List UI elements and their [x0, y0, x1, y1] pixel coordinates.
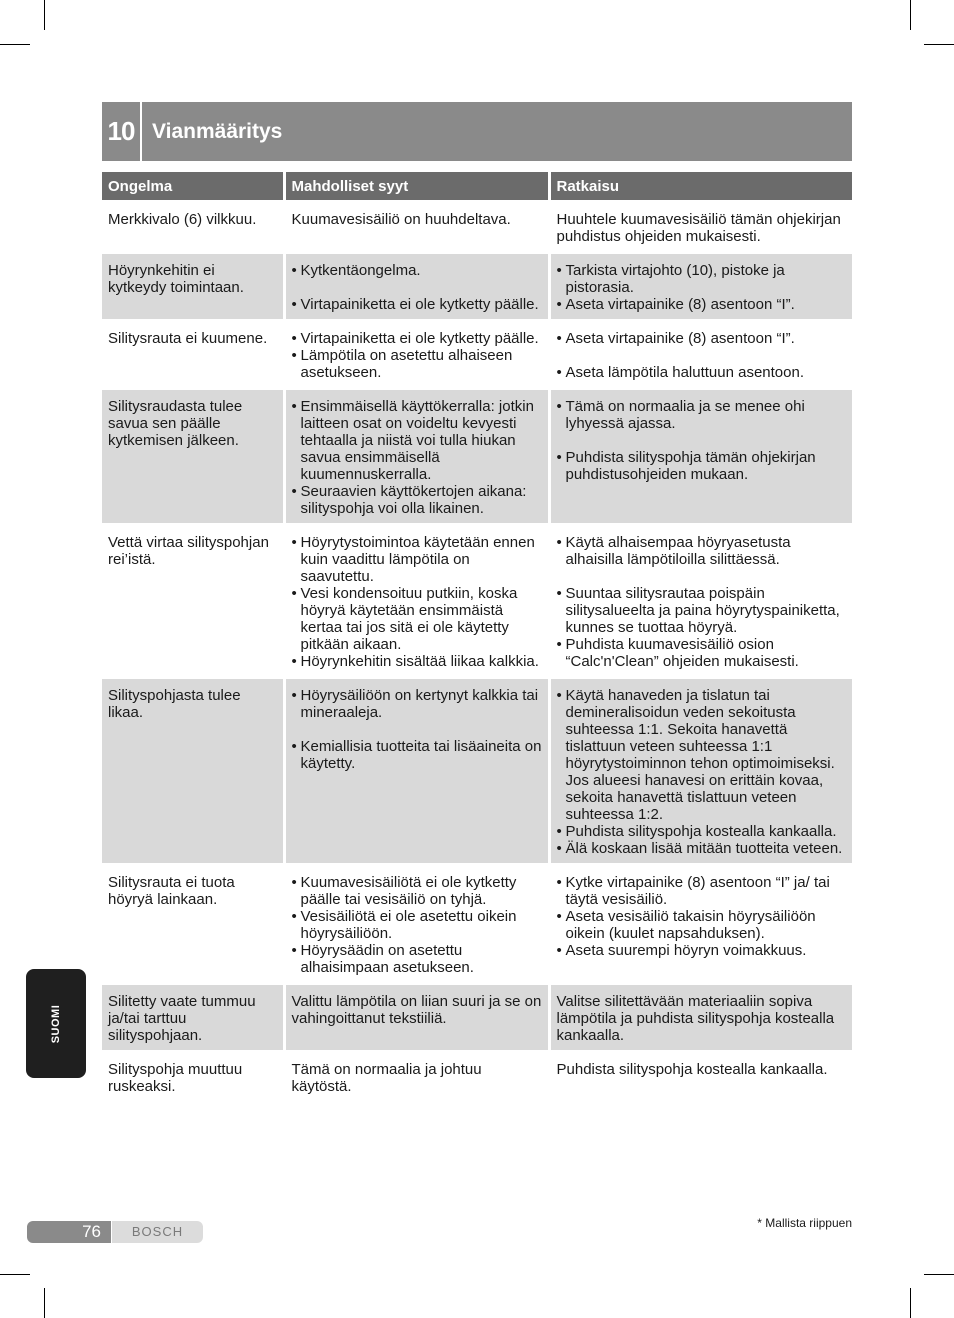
solution-text: Puhdista silityspohja kostealla kankaalla. [556, 1061, 828, 1078]
causes-cell [284, 985, 549, 1050]
cause-item: • Lämpötila on asetettu alhaiseen asetukseen. [292, 347, 542, 381]
solution-cell [549, 254, 852, 319]
solution-cell [549, 390, 852, 523]
cause-item: • Virtapainiketta ei ole kytketty päälle. [292, 296, 542, 313]
solution-cell [549, 985, 852, 1050]
solution-cell [549, 679, 852, 863]
section-header [102, 102, 852, 161]
problem-cell: Silityspohjasta tulee likaa. [102, 679, 284, 863]
header-causes: Mahdolliset syyt [284, 172, 549, 200]
problem-cell: Silitysrauta ei kuumene. [102, 322, 284, 387]
section-number: 10 [102, 102, 142, 161]
solution-item: • Puhdista kuumavesisäiliö osion “Calc'n'Clean” ohjeiden mukaisesti. [557, 636, 847, 670]
cause-item: • Höyrysäädin on asetettu alhaisimpaan asetukseen. [292, 942, 542, 976]
causes-cell [284, 203, 549, 251]
causes-cell [284, 1053, 549, 1101]
solution-cell [549, 526, 852, 676]
crop-mark [44, 1288, 45, 1318]
table-row [102, 322, 852, 387]
cause-item: • Vesi kondensoituu putkiin, koska höyryä käytetään ensimmäistä kertaa tai jos sitä ei ole käytetty pitkään aikaan. [292, 585, 542, 653]
solution-item: • Älä koskaan lisää mitään tuotteita veteen. [557, 840, 847, 857]
page-number: 76 [27, 1221, 111, 1243]
cause-item: • Kuumavesisäiliötä ei ole kytketty päälle tai vesisäiliö on tyhjä. [292, 874, 542, 908]
solution-item: • Aseta virtapainike (8) asentoon “I”. [557, 296, 847, 313]
causes-cell [284, 526, 549, 676]
cause-item: • Höyrytystoimintoa käytetään ennen kuin vaadittu lämpötila on saavutettu. [292, 534, 542, 585]
language-label: SUOMI [50, 1004, 62, 1044]
solution-item: • Käytä alhaisempaa höyryasetusta alhaisilla lämpötiloilla silittäessä. [557, 534, 847, 568]
problem-cell: Silitetty vaate tummuu ja/tai tarttuu silityspohjaan. [102, 985, 284, 1050]
problem-cell: Merkkivalo (6) vilkkuu. [102, 203, 284, 251]
table-row [102, 526, 852, 676]
solution-cell [549, 1053, 852, 1101]
solution-item: • Aseta vesisäiliö takaisin höyrysäiliöön oikein (kuulet napsahduksen). [557, 908, 847, 942]
cause-item: • Ensimmäisellä käyttökerralla: jotkin laitteen osat on voideltu kevyesti tehtaalla ja niistä voi tulla hiukan savua ensimmäisellä kuumennuskerralla. [292, 398, 542, 483]
solution-item: • Aseta suurempi höyryn voimakkuus. [557, 942, 847, 959]
table-row [102, 679, 852, 863]
solution-cell [549, 866, 852, 982]
causes-cell [284, 390, 549, 523]
solution-text: Valitse silitettävään materiaaliin sopiva lämpötila ja puhdista silityspohja kostealla kankaalla. [556, 993, 835, 1044]
solution-text: Huuhtele kuumavesisäiliö tämän ohjekirjan puhdistus ohjeiden mukaisesti. [556, 211, 841, 245]
solution-item: • Aseta lämpötila haluttuun asentoon. [557, 364, 847, 381]
section-title: Vianmääritys [152, 119, 283, 143]
solution-item: • Aseta virtapainike (8) asentoon “I”. [557, 330, 847, 347]
crop-mark [44, 0, 45, 30]
cause-text: Tämä on normaalia ja johtuu käytöstä. [291, 1061, 482, 1095]
crop-mark [0, 44, 30, 45]
solution-item: • Puhdista silityspohja tämän ohjekirjan puhdistusohjeiden mukaan. [557, 449, 847, 483]
cause-item: • Höyrynkehitin sisältää liikaa kalkkia. [292, 653, 542, 670]
cause-item: • Virtapainiketta ei ole kytketty päälle. [292, 330, 542, 347]
solution-item: • Käytä hanaveden ja tislatun tai demineralisoidun veden sekoitusta suhteessa 1:1. Sekoita hanavettä tislattuun veteen suhteessa 1:1 höyrytystoiminnon tehon optimoimiseksi. Jos alueesi hanavesi on erittäin kovaa, sekoita hanavettä tislattuun veteen suhteessa 1:2. [557, 687, 847, 823]
crop-mark [910, 0, 911, 30]
crop-mark [910, 1288, 911, 1318]
table-row [102, 866, 852, 982]
header-problem: Ongelma [102, 172, 284, 200]
causes-cell [284, 679, 549, 863]
cause-text: Valittu lämpötila on liian suuri ja se on vahingoittanut tekstiiliä. [291, 993, 542, 1027]
cause-text: Kuumavesisäiliö on huuhdeltava. [291, 211, 511, 228]
problem-cell: Silitysrauta ei tuota höyryä lainkaan. [102, 866, 284, 982]
cause-item: • Seuraavien käyttökertojen aikana: silityspohja voi olla likainen. [292, 483, 542, 517]
crop-mark [924, 1274, 954, 1275]
cause-item: • Kemiallisia tuotteita tai lisäaineita on käytetty. [292, 738, 542, 772]
problem-cell: Silitysraudasta tulee savua sen päälle kytkemisen jälkeen. [102, 390, 284, 523]
solution-cell [549, 203, 852, 251]
language-tab [26, 969, 86, 1078]
problem-cell: Silityspohja muuttuu ruskeaksi. [102, 1053, 284, 1101]
table-header-row [102, 172, 852, 200]
solution-item: • Tarkista virtajohto (10), pistoke ja pistorasia. [557, 262, 847, 296]
causes-cell [284, 322, 549, 387]
header-solution: Ratkaisu [549, 172, 852, 200]
cause-item: • Höyrysäiliöön on kertynyt kalkkia tai mineraaleja. [292, 687, 542, 721]
solution-cell [549, 322, 852, 387]
table-row [102, 254, 852, 319]
cause-item: • Vesisäiliötä ei ole asetettu oikein höyrysäiliöön. [292, 908, 542, 942]
brand-label: BOSCH [112, 1221, 203, 1243]
causes-cell [284, 254, 549, 319]
table-row [102, 390, 852, 523]
problem-cell: Vettä virtaa silityspohjan rei’istä. [102, 526, 284, 676]
table-row [102, 1053, 852, 1101]
causes-cell [284, 866, 549, 982]
solution-item: • Tämä on normaalia ja se menee ohi lyhyessä ajassa. [557, 398, 847, 432]
crop-mark [0, 1274, 30, 1275]
solution-item: • Kytke virtapainike (8) asentoon “I” ja/ tai täytä vesisäiliö. [557, 874, 847, 908]
cause-item: • Kytkentäongelma. [292, 262, 542, 279]
problem-cell: Höyrynkehitin ei kytkeydy toimintaan. [102, 254, 284, 319]
solution-item: • Puhdista silityspohja kostealla kankaalla. [557, 823, 847, 840]
table-row [102, 203, 852, 251]
solution-item: • Suuntaa silitysrautaa poispäin silitysalueelta ja paina höyrytyspainiketta, kunnes se tuottaa höyryä. [557, 585, 847, 636]
footnote: * Mallista riippuen [757, 1216, 852, 1230]
troubleshooting-table [102, 172, 852, 1101]
crop-mark [924, 44, 954, 45]
table-row [102, 985, 852, 1050]
